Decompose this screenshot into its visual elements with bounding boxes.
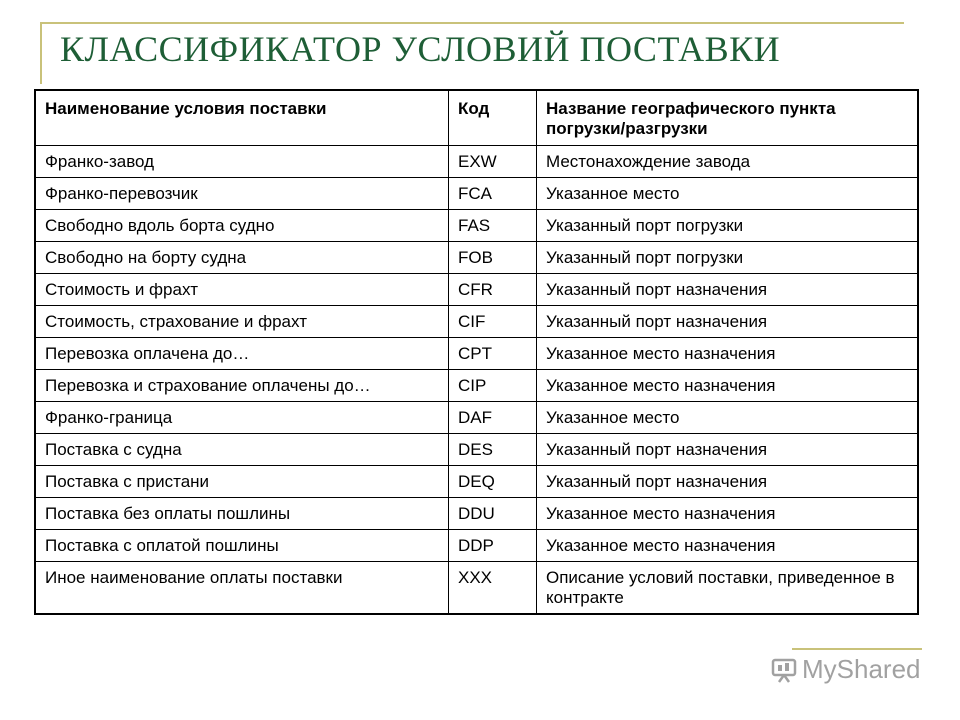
header-delivery-term: Наименование условия поставки bbox=[35, 90, 449, 146]
table-row bbox=[35, 242, 918, 274]
cell-location: Указанный порт назначения bbox=[537, 466, 919, 498]
cell-location: Указанное место назначения bbox=[537, 370, 919, 402]
cell-code: FCA bbox=[449, 178, 537, 210]
slide-title: КЛАССИФИКАТОР УСЛОВИЙ ПОСТАВКИ bbox=[60, 29, 781, 69]
cell-term: Поставка без оплаты пошлины bbox=[35, 498, 449, 530]
cell-term: Перевозка оплачена до… bbox=[35, 338, 449, 370]
table-row bbox=[35, 434, 918, 466]
cell-code: CIF bbox=[449, 306, 537, 338]
cell-term: Франко-перевозчик bbox=[35, 178, 449, 210]
cell-code: CFR bbox=[449, 274, 537, 306]
cell-location: Указанное место назначения bbox=[537, 498, 919, 530]
cell-location: Указанный порт назначения bbox=[537, 306, 919, 338]
cell-code: FAS bbox=[449, 210, 537, 242]
cell-location: Указанное место назначения bbox=[537, 338, 919, 370]
cell-code: DAF bbox=[449, 402, 537, 434]
table-row bbox=[35, 402, 918, 434]
cell-location: Указанное место bbox=[537, 178, 919, 210]
table-row bbox=[35, 210, 918, 242]
table-row bbox=[35, 562, 918, 615]
header-location: Название географического пункта погрузки/разгрузки bbox=[537, 90, 919, 146]
cell-location: Указанный порт назначения bbox=[537, 274, 919, 306]
cell-term: Поставка с пристани bbox=[35, 466, 449, 498]
header-code: Код bbox=[449, 90, 537, 146]
decorative-left-line bbox=[40, 22, 42, 84]
cell-code: XXX bbox=[449, 562, 537, 615]
table-row bbox=[35, 498, 918, 530]
cell-code: EXW bbox=[449, 146, 537, 178]
cell-location: Указанный порт погрузки bbox=[537, 210, 919, 242]
cell-location: Указанный порт погрузки bbox=[537, 242, 919, 274]
cell-term: Свободно на борту судна bbox=[35, 242, 449, 274]
cell-location: Указанное место назначения bbox=[537, 530, 919, 562]
cell-term: Поставка с судна bbox=[35, 434, 449, 466]
cell-term: Поставка с оплатой пошлины bbox=[35, 530, 449, 562]
cell-term: Перевозка и страхование оплачены до… bbox=[35, 370, 449, 402]
cell-code: FOB bbox=[449, 242, 537, 274]
cell-location: Указанное место bbox=[537, 402, 919, 434]
cell-code: DEQ bbox=[449, 466, 537, 498]
watermark-text: MyShared bbox=[802, 654, 921, 684]
table-row bbox=[35, 146, 918, 178]
cell-location: Указанный порт назначения bbox=[537, 434, 919, 466]
cell-code: CPT bbox=[449, 338, 537, 370]
presentation-board-icon bbox=[770, 656, 798, 684]
table-row bbox=[35, 178, 918, 210]
cell-term: Стоимость, страхование и фрахт bbox=[35, 306, 449, 338]
myshared-watermark bbox=[770, 654, 921, 685]
table-row bbox=[35, 338, 918, 370]
cell-code: DES bbox=[449, 434, 537, 466]
table-row bbox=[35, 466, 918, 498]
cell-code: DDU bbox=[449, 498, 537, 530]
decorative-top-line bbox=[40, 22, 904, 24]
table-row bbox=[35, 274, 918, 306]
cell-code: DDP bbox=[449, 530, 537, 562]
cell-term: Франко-граница bbox=[35, 402, 449, 434]
cell-term: Иное наименование оплаты поставки bbox=[35, 562, 449, 615]
incoterms-table bbox=[34, 89, 919, 615]
cell-term: Свободно вдоль борта судно bbox=[35, 210, 449, 242]
table-row bbox=[35, 306, 918, 338]
table-row bbox=[35, 530, 918, 562]
cell-term: Стоимость и фрахт bbox=[35, 274, 449, 306]
decorative-bottom-line bbox=[792, 648, 922, 650]
cell-location: Местонахождение завода bbox=[537, 146, 919, 178]
table-row bbox=[35, 370, 918, 402]
cell-location: Описание условий поставки, приведенное в контракте bbox=[537, 562, 919, 615]
table-header-row bbox=[35, 90, 918, 146]
cell-code: CIP bbox=[449, 370, 537, 402]
cell-term: Франко-завод bbox=[35, 146, 449, 178]
